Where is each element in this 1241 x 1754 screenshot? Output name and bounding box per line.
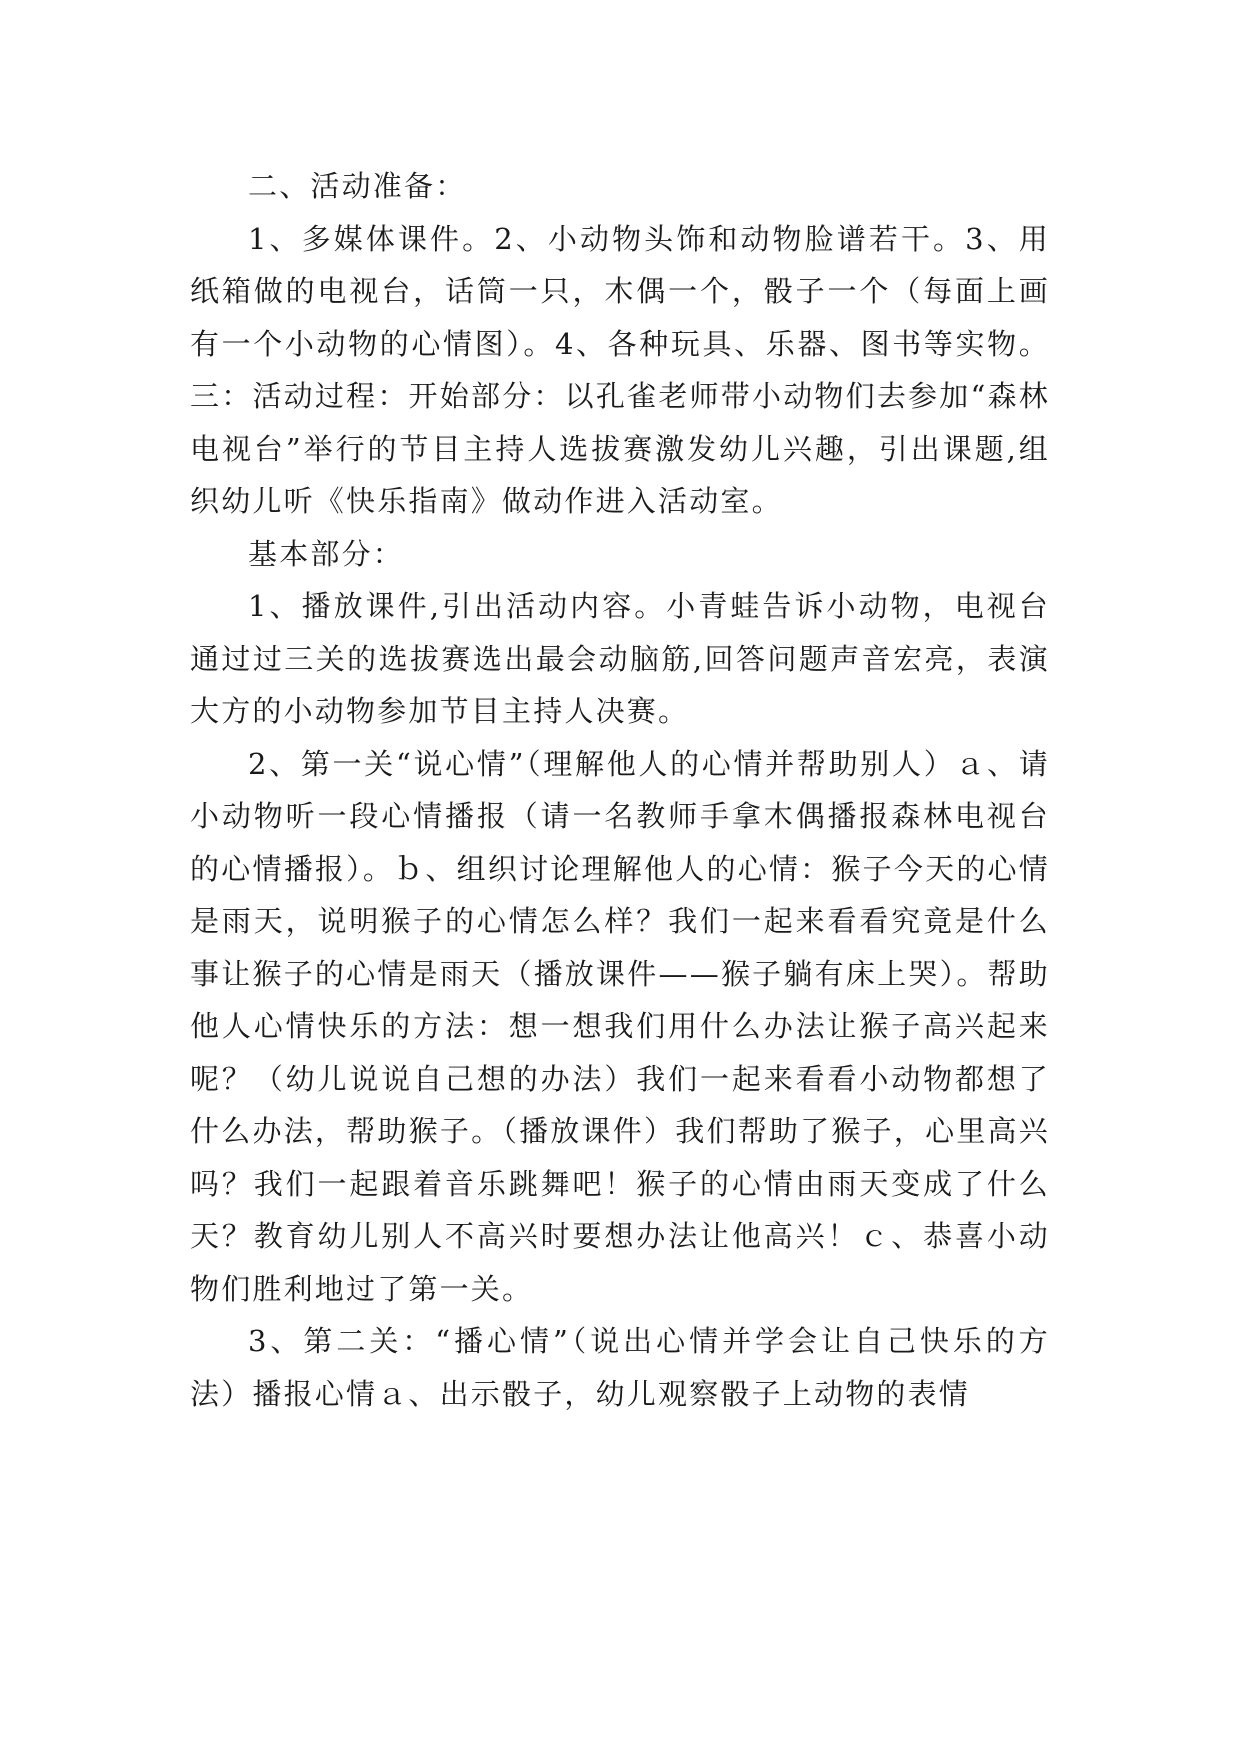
paragraph-preparation-list: 1、多媒体课件。2、小动物头饰和动物脸谱若干。3、用纸箱做的电视台，话筒一只，木偶一个，骰子一个（每面上画有一个小动物的心情图）。4、各种玩具、乐器、图书等实物。三：活动过程：开始部分：以孔雀老师带小动物们去参加“森林电视台”举行的节目主持人选拔赛激发幼儿兴趣，引出课题,组织幼儿听《快乐指南》做动作进入活动室。 xyxy=(190,221,1050,518)
paragraph-step-2: 2、第一关“说心情”（理解他人的心情并帮助别人）ａ、请小动物听一段心情播报（请一名教师手拿木偶播报森林电视台的心情播报）。ｂ、组织讨论理解他人的心情：猴子今天的心情是雨天，说明猴子的心情怎么样？我们一起来看看究竟是什么事让猴子的心情是雨天（播放课件——猴子躺有床上哭）。帮助他人心情快乐的方法：想一想我们用什么办法让猴子高兴起来呢？（幼儿说说自己想的办法）我们一起来看看小动物都想了什么办法，帮助猴子。（播放课件）我们帮助了猴子，心里高兴吗？我们一起跟着音乐跳舞吧！猴子的心情由雨天变成了什么天？教育幼儿别人不高兴时要想办法让他高兴！ｃ、恭喜小动物们胜利地过了第一关。 xyxy=(190,746,1050,1306)
paragraph-activity-preparation-heading: 二、活动准备： xyxy=(248,169,467,203)
paragraph-basic-part-heading: 基本部分： xyxy=(248,536,405,571)
paragraph-step-1: 1、播放课件,引出活动内容。小青蛙告诉小动物，电视台通过过三关的选拔赛选出最会动脑筋,回答问题声音宏亮，表演大方的小动物参加节目主持人决赛。 xyxy=(190,589,1050,728)
document-body xyxy=(190,160,1050,1420)
paragraph-step-3: 3、第二关：“播心情”（说出心情并学会让自己快乐的方法）播报心情ａ、出示骰子，幼儿观察骰子上动物的表情 xyxy=(190,1324,1050,1411)
